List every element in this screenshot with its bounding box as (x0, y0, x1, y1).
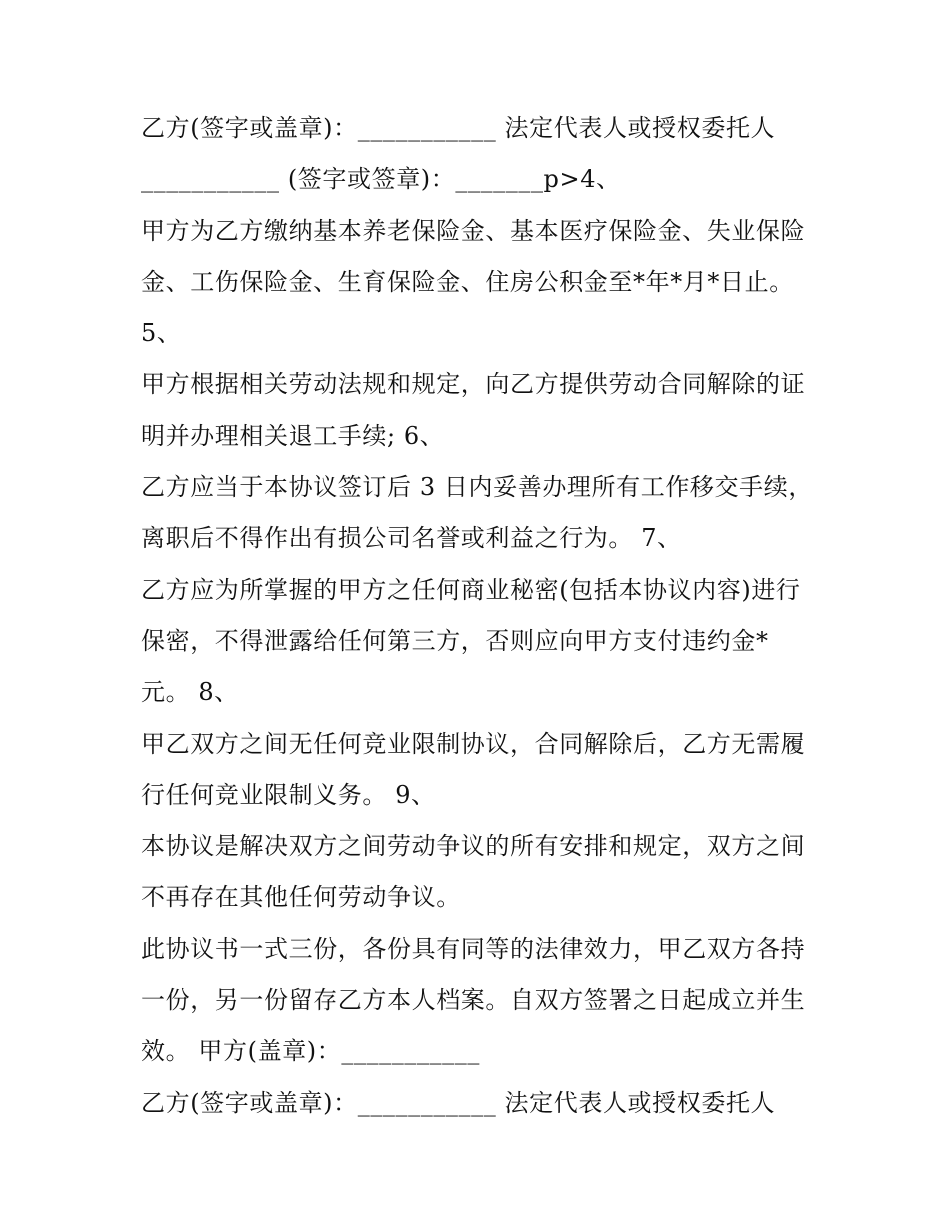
text-line: 行任何竞业限制义务。 9、 (141, 780, 436, 809)
text-line: 明并办理相关退工手续; 6、 (141, 421, 445, 450)
text-line: 乙方(签字或盖章)：___________ 法定代表人或授权委托人 (141, 114, 776, 142)
text-line: 元。 8、 (141, 678, 239, 707)
text-line: 甲乙双方之间无任何竞业限制协议，合同解除后，乙方无需履 (141, 729, 806, 758)
document-body (141, 103, 821, 1129)
text-line: 一份，另一份留存乙方本人档案。自双方签署之日起成立并生 (141, 986, 806, 1015)
text-line: 本协议是解决双方之间劳动争议的所有安排和规定，双方之间 (141, 832, 806, 861)
text-line: 乙方应当于本协议签订后 3 日内妥善办理所有工作移交手续， (141, 473, 813, 502)
text-line: 甲方为乙方缴纳基本养老保险金、基本医疗保险金、失业保险 (141, 216, 806, 245)
text-line: 保密，不得泄露给任何第三方，否则应向甲方支付违约金* (141, 626, 769, 655)
text-line: ___________ (签字或签章)：_______p>4、 (141, 165, 621, 194)
text-line: 金、工伤保险金、生育保险金、住房公积金至*年*月*日止。 (141, 267, 794, 296)
text-line: 5、 (141, 319, 182, 348)
text-line: 乙方(签字或盖章)：___________ 法定代表人或授权委托人 (141, 1088, 776, 1117)
text-line: 此协议书一式三份，各份具有同等的法律效力，甲乙双方各持 (141, 934, 806, 963)
text-line: 离职后不得作出有损公司名誉或利益之行为。 7、 (141, 524, 682, 553)
text-line: 效。 甲方(盖章)：___________ (141, 1037, 480, 1066)
text-line: 甲方根据相关劳动法规和规定，向乙方提供劳动合同解除的证 (141, 370, 806, 399)
text-line: 乙方应为所掌握的甲方之任何商业秘密(包括本协议内容)进行 (141, 575, 801, 604)
text-line: 不再存在其他任何劳动争议。 (141, 883, 461, 912)
